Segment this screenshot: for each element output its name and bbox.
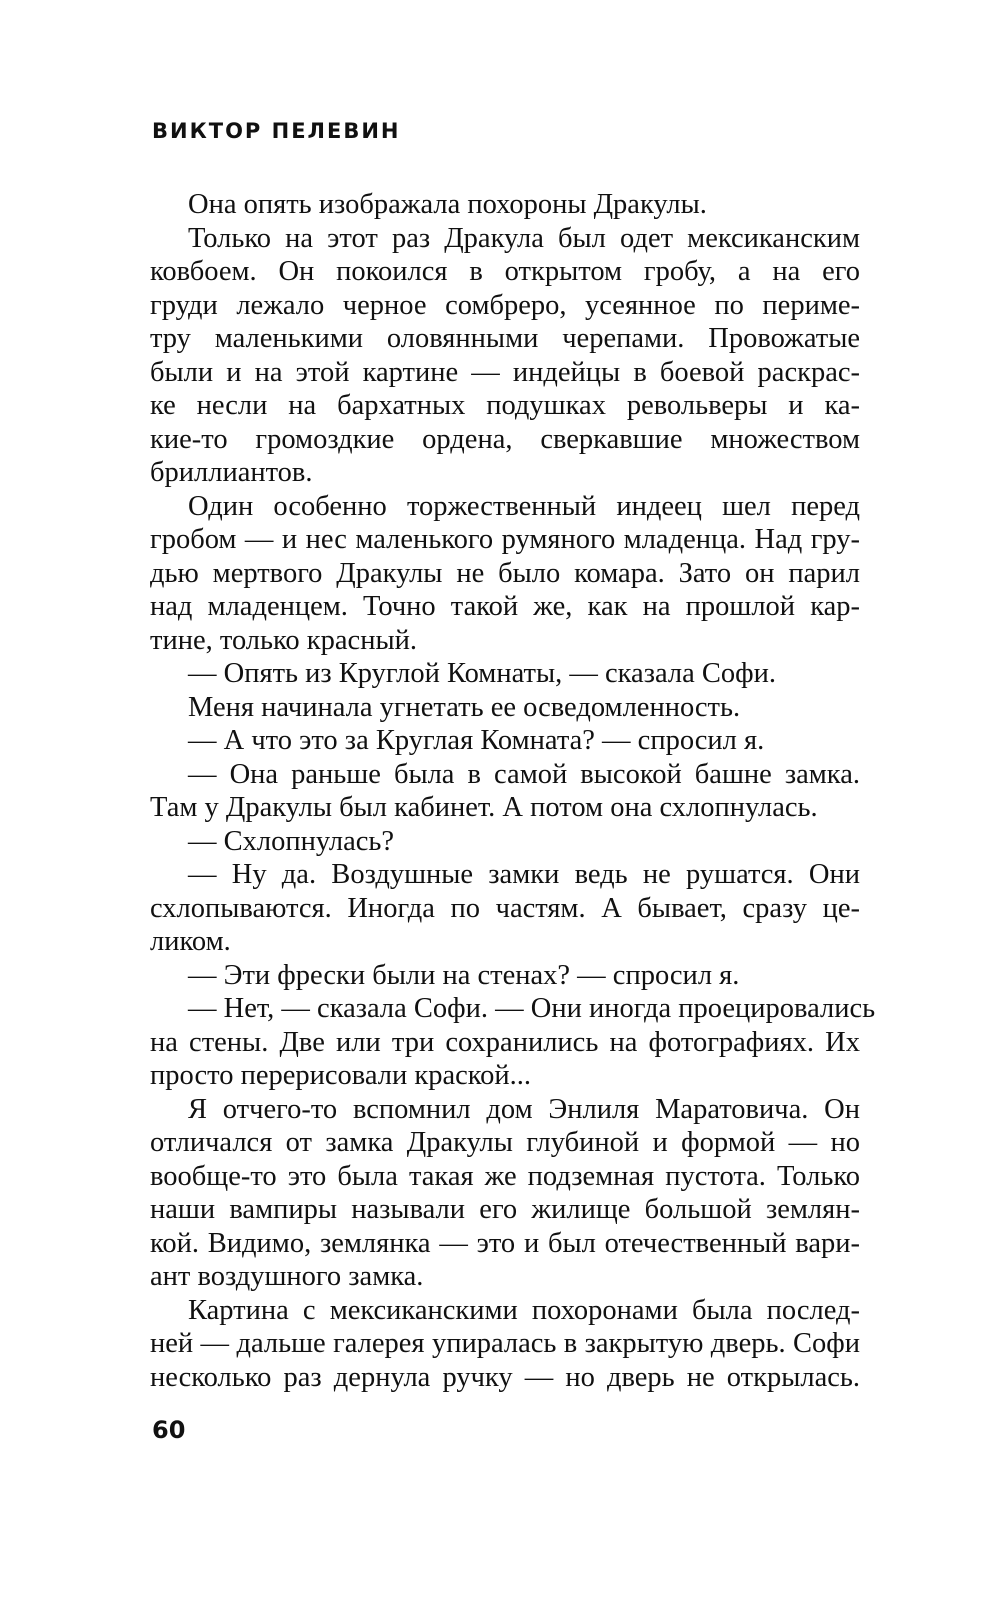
text-line: были и на этой картине — индейцы в боевой раскрас- — [150, 356, 860, 388]
running-head: ВИКТОР ПЕЛЕВИН — [152, 119, 401, 143]
text-line: ликом. — [150, 926, 231, 957]
text-line: просто перерисовали краской... — [150, 1060, 532, 1091]
text-line: кие-то громоздкие ордена, сверкавшие множеством — [150, 423, 860, 455]
body-text — [150, 188, 876, 1394]
text-line: Один особенно торжественный индеец шел перед — [188, 490, 860, 522]
text-line: — Она раньше была в самой высокой башне замка. — [188, 758, 860, 790]
text-line: груди лежало черное сомбреро, усеянное по периме- — [150, 289, 860, 321]
text-line: гробом — и нес маленького румяного младенца. Над гру- — [150, 524, 860, 555]
text-line: ант воздушного замка. — [150, 1261, 424, 1292]
text-line: дью мертвого Дракулы не было комара. Зато он парил — [150, 557, 860, 589]
text-line: ковбоем. Он покоился в открытом гробу, а на его — [150, 256, 860, 287]
text-line: несколько раз дернула ручку — но дверь не открылась. — [150, 1361, 860, 1393]
text-line: Она опять изображала похороны Дракулы. — [188, 189, 707, 220]
text-line: Я отчего-то вспомнил дом Энлиля Маратовича. Он — [188, 1093, 860, 1125]
text-line: вообще-то это была такая же подземная пустота. Только — [150, 1160, 860, 1192]
text-line: наши вампиры называли его жилище большой землян- — [150, 1194, 860, 1225]
text-line: Картина с мексиканскими похоронами была послед- — [188, 1294, 860, 1326]
text-line: тине, только красный. — [150, 624, 417, 656]
text-line: — Эти фрески были на стенах? — спросил я. — [188, 959, 740, 991]
text-line: над младенцем. Точно такой же, как на прошлой кар- — [150, 591, 860, 622]
text-line: Только на этот раз Дракула был одет мексиканским — [188, 222, 860, 254]
text-line: схлопываются. Иногда по частям. А бывает, сразу це- — [150, 892, 860, 924]
text-line: на стены. Две или три сохранились на фотографиях. Их — [150, 1026, 860, 1058]
text-line: тру маленькими оловянными черепами. Провожатые — [150, 323, 860, 354]
text-line: — Опять из Круглой Комнаты, — сказала Софи. — [188, 658, 776, 689]
text-line: — Нет, — сказала Софи. — Они иногда проецировались — [188, 993, 876, 1024]
text-line: — Ну да. Воздушные замки ведь не рушатся. Они — [188, 859, 860, 890]
text-line: бриллиантов. — [150, 457, 313, 488]
text-line: кой. Видимо, землянка — это и был отечественный вари- — [150, 1227, 860, 1259]
text-line: отличался от замка Дракулы глубиной и формой — но — [150, 1127, 860, 1158]
text-line: ней — дальше галерея упиралась в закрытую дверь. Софи — [150, 1328, 860, 1359]
text-line: Меня начинала угнетать ее осведомленность. — [188, 691, 741, 723]
text-line: Там у Дракулы был кабинет. А потом она схлопнулась. — [150, 792, 818, 823]
text-line: ке несли на бархатных подушках револьверы и ка- — [150, 390, 860, 421]
page-number: 60 — [152, 1416, 186, 1444]
text-line: — А что это за Круглая Комната? — спросил я. — [188, 725, 765, 756]
text-line: — Схлопнулась? — [188, 825, 395, 857]
